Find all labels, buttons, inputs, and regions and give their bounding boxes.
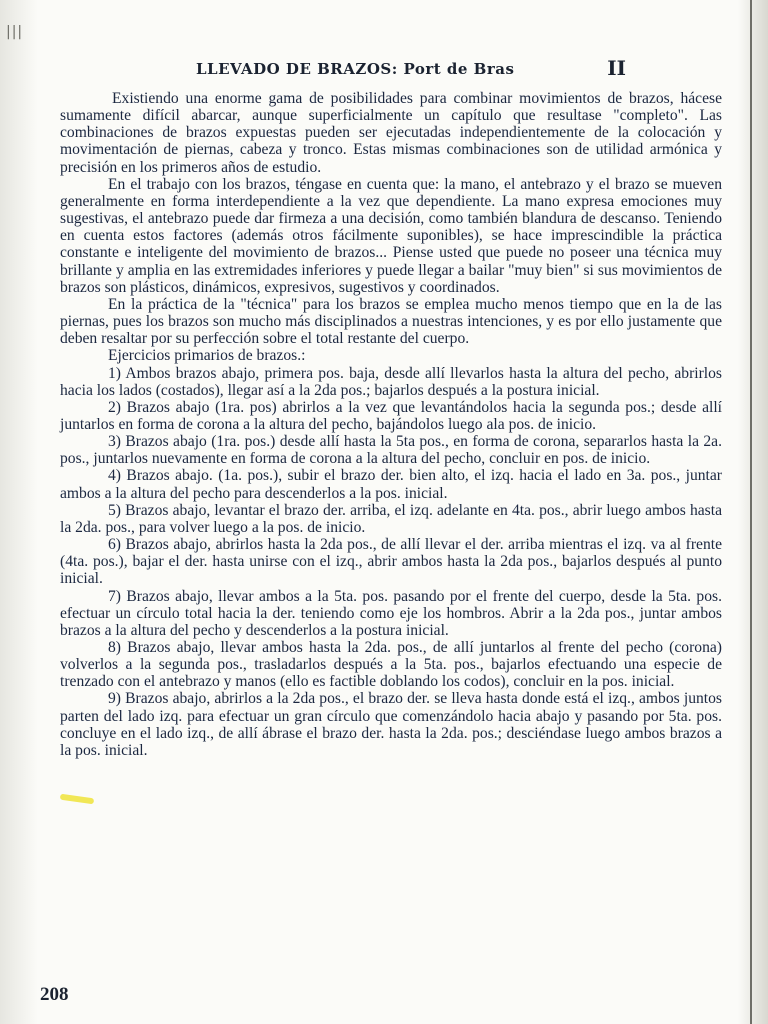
- running-title: LLEVADO DE BRAZOS: Port de Bras: [196, 60, 515, 78]
- exercise-item: 1) Ambos brazos abajo, primera pos. baja, desde allí llevarlos hasta la altura del pecho, abrirlos hacia los lados (costados), llegar así a la 2da pos.; bajarlos después a la postura inicial.: [60, 364, 722, 399]
- page-gutter-right: [738, 0, 768, 1024]
- page-number: 208: [40, 984, 69, 1005]
- exercise-item: 9) Brazos abajo, abrirlos a la 2da pos., el brazo der. se lleva hasta donde está el izq., ambos juntos parten del lado izq. para efectuar un gran círculo que comenzándolo hacia abajo y pasando por 5ta. pos. concluye en el lado izq., de allí ábrase el brazo der. hasta la 2da. pos.; desciéndase luego ambos brazos a la pos. inicial.: [60, 690, 722, 759]
- paragraph-intro: Existiendo una enorme gama de posibilidades para combinar movimientos de brazos, hácese sumamente difícil abarcar, aunque superficialmente un capítulo que resultase "completo". Las combinaciones de brazos expuestas pueden ser ejecutadas independientemente de la colocación y movimentación de piernas, cabeza y tronco. Estas mismas combinaciones son de utilidad armónica y precisión en los primeros años de estudio.: [60, 90, 722, 176]
- exercise-item: 5) Brazos abajo, levantar el brazo der. arriba, el izq. adelante en 4ta. pos., abrir luego ambos hasta la 2da. pos., para volver luego a la pos. de inicio.: [60, 501, 722, 536]
- exercise-item: 2) Brazos abajo (1ra. pos) abrirlos a la vez que levantándolos hacia la segunda pos.; desde allí juntarlos en forma de corona a la altura del pecho, bajándolos luego ala pos. de inicio.: [60, 398, 722, 433]
- page-gutter-left: [0, 0, 38, 1024]
- running-head: [196, 58, 626, 84]
- paragraph-arm-parts: En el trabajo con los brazos, téngase en cuenta que: la mano, el antebrazo y el brazo se mueven generalmente en forma interdependiente a la vez que dependiente. La mano expresa emociones muy sugestivas, el antebrazo puede dar firmeza a una decisión, como también blandura de descanso. Teniendo en cuenta estos factores (además otros fácilmente suponibles), se hace imprescindible la práctica constante e inteligente del movimiento de brazos... Piense usted que puede no poseer una técnica muy brillante y amplia en las extremidades inferiores y puede llegar a bailar "muy bien" si sus movimientos de brazos son plásticos, dinámicos, expresivos, sugestivos y coordinados.: [60, 175, 722, 296]
- exercise-item: 4) Brazos abajo. (1a. pos.), subir el brazo der. bien alto, el izq. hacia el lado en 3a. pos., juntar ambos a la altura del pecho para descenderlos a la pos. inicial.: [60, 467, 722, 502]
- scan-edge-mark: |||: [6, 24, 24, 40]
- highlighter-mark: [60, 794, 95, 805]
- exercise-item: 3) Brazos abajo (1ra. pos.) desde allí hasta la 5ta pos., en forma de corona, separarlos hasta la 2a. pos., juntarlos nuevamente en forma de corona a la altura del pecho, concluir en pos. de inicio.: [60, 433, 722, 468]
- exercises-heading: Ejercicios primarios de brazos.:: [108, 347, 306, 365]
- paragraph-technique: En la práctica de la "técnica" para los brazos se emplea mucho menos tiempo que en la de las piernas, pues los brazos son mucho más disciplinados a nuestras intenciones, y es por ello justamente que deben resaltar por su perfección sobre el total restante del cuerpo.: [60, 295, 722, 348]
- page-edge-line: [750, 0, 752, 1024]
- exercise-item: 8) Brazos abajo, llevar ambos hasta la 2da. pos., de allí juntarlos al frente del pecho (corona) volverlos a la segunda pos., trasladarlos después a la 5ta. pos., bajarlos efectuando una especie de trenzado con el antebrazo y manos (ello es factible doblando los codos), concluir en la pos. inicial.: [60, 639, 722, 691]
- exercise-item: 7) Brazos abajo, llevar ambos a la 5ta. pos. pasando por el frente del cuerpo, desde la 5ta. pos. efectuar un círculo total hacia la der. teniendo como eje los hombros. Abrir a la 2da pos., juntar ambos brazos a la altura del pecho y descenderlos a la postura inicial.: [60, 587, 722, 639]
- exercise-item: 6) Brazos abajo, abrirlos hasta la 2da pos., de allí llevar el der. arriba mientras el izq. va al frente (4ta. pos.), bajar el der. hasta unirse con el izq., abrir ambos hasta la 2da pos., bajarlos después al punto inicial.: [60, 536, 722, 588]
- body-text: [60, 90, 722, 759]
- chapter-number: II: [607, 56, 626, 80]
